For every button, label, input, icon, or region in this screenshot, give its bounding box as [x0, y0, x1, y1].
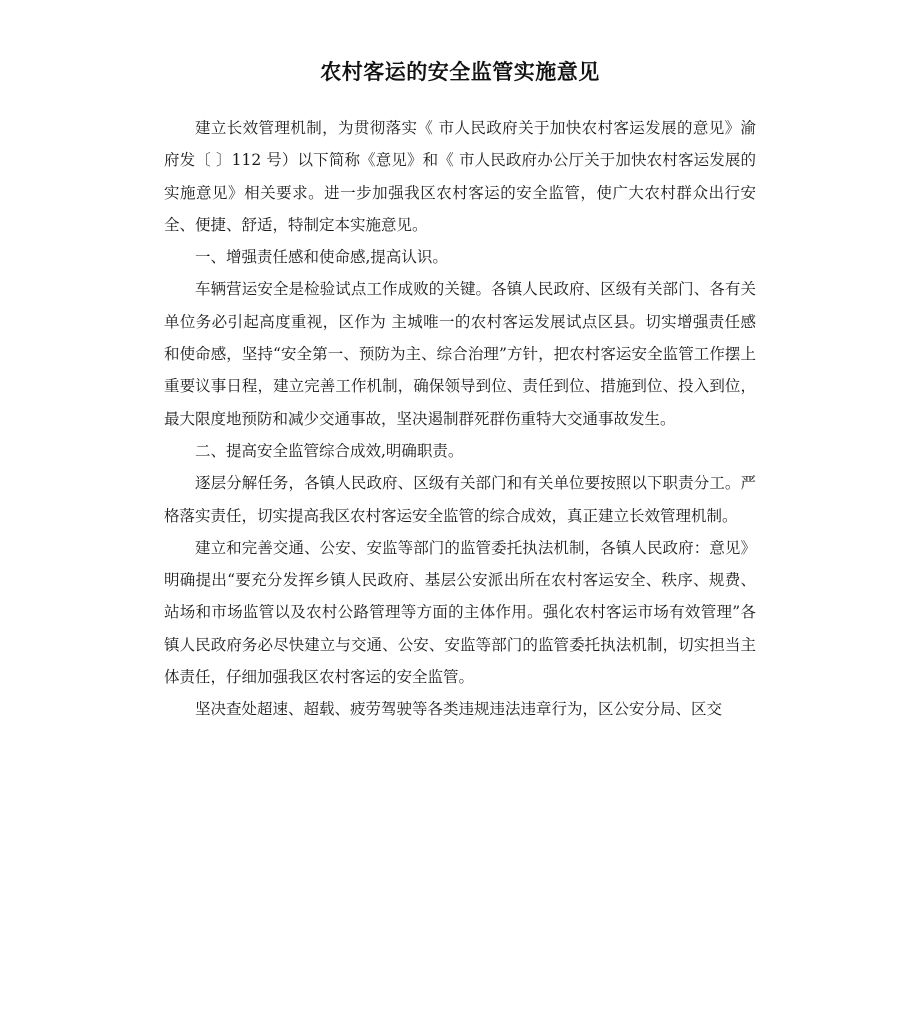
section-heading-1: 一、增强责任感和使命感,提高认识。	[195, 248, 448, 267]
paragraph-intro: 建立长效管理机制，为贯彻落实《 市人民政府关于加快农村客运发展的意见》渝府发〔 〕112 号）以下简称《意见》和《 市人民政府办公厅关于加快农村客运发展的实施意见》相关要求。进一步加强我区农村客运的安全监管，使广大农村群众出行安全、便捷、舒适，特制定本实施意见。	[164, 119, 756, 234]
paragraph-section-1: 车辆营运安全是检验试点工作成败的关键。各镇人民政府、区级有关部门、各有关单位务必引起高度重视，区作为 主城唯一的农村客运发展试点区县。切实增强责任感和使命感，坚持“安全第一、预防为主、综合治理”方针，把农村客运安全监管工作摆上重要议事日程，建立完善工作机制，确保领导到位、责任到位、措施到位、投入到位，最大限度地预防和减少交通事故，坚决遏制群死群伤重特大交通事故发生。	[164, 280, 756, 428]
paragraph-section-2b: 建立和完善交通、公安、安监等部门的监管委托执法机制，各镇人民政府：意见》明确提出“要充分发挥乡镇人民政府、基层公安派出所在农村客运安全、秩序、规费、站场和市场监管以及农村公路管理等方面的主体作用。强化农村客运市场有效管理”各镇人民政府务必尽快建立与交通、公安、安监等部门的监管委托执法机制，切实担当主体责任，仔细加强我区农村客运的安全监管。	[164, 538, 756, 687]
document-body	[164, 112, 756, 726]
section-heading-2: 二、提高安全监管综合成效,明确职责。	[195, 441, 464, 460]
paragraph-section-2a: 逐层分解任务，各镇人民政府、区级有关部门和有关单位要按照以下职责分工。严格落实责任，切实提高我区农村客运安全监管的综合成效，真正建立长效管理机制。	[164, 474, 756, 525]
document-title: 农村客运的安全监管实施意见	[320, 60, 600, 84]
paragraph-section-2c: 坚决查处超速、超载、疲劳驾驶等各类违规违法违章行为，区公安分局、区交	[195, 700, 723, 719]
